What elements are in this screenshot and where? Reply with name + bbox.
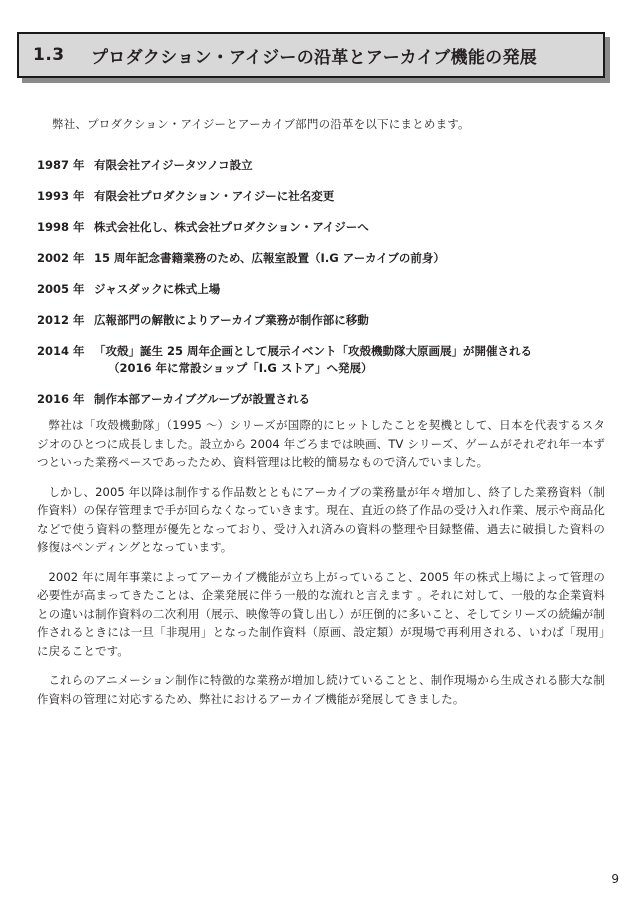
timeline-year: 2012 年 bbox=[37, 313, 85, 327]
section-heading bbox=[17, 32, 605, 78]
timeline-year: 2005 年 bbox=[37, 282, 85, 296]
page-number: 9 bbox=[611, 872, 619, 886]
timeline-event: 有限会社アイジータツノコ設立 bbox=[94, 158, 253, 172]
timeline-entry bbox=[37, 250, 597, 267]
section-title: プロダクション・アイジーの沿革とアーカイブ機能の発展 bbox=[91, 47, 538, 68]
timeline-year: 2014 年 bbox=[37, 344, 85, 358]
timeline-entry bbox=[37, 188, 597, 205]
timeline-entry bbox=[37, 343, 597, 377]
body-paragraph: 弊社は「攻殻機動隊」（1995 〜）シリーズが国際的にヒットしたことを契機として、日本を代表するスタジオのひとつに成長しました。設立から 2004 年ごろまでは映画、TV シリーズ、ゲームがそれぞれ年一本ずつといった業務ペースであったため、資料管理は比較的簡易なもので済んでいました。 bbox=[37, 418, 605, 469]
timeline-year: 1993 年 bbox=[37, 189, 85, 203]
history-timeline bbox=[37, 157, 597, 422]
body-paragraph: 2002 年に周年事業によってアーカイブ機能が立ち上がっていること、2005 年の株式上場によって管理の必要性が高まってきたことは、企業発展に伴う一般的な流れと言えます 。それに対して、一般的な企業資料との違いは制作資料の二次利用（展示、映像等の貸し出し）が圧倒的に多いこと、そしてシリーズの続編が制作されるときには一旦「非現用」となった制作資料（原画、設定類）が現場で再利用される、いわば「現用」に戻ることです。 bbox=[37, 569, 605, 658]
body-paragraph: しかし、2005 年以降は制作する作品数とともにアーカイブの業務量が年々増加し、終了した業務資料（制作資料）の保存管理まで手が回らなくなっていきます。現在、直近の終了作品の受け入れ作業、展示や商品化などで使う資料の整理が優先となっており、受け入れ済みの資料の整理や目録整備、過去に破損した資料の修復はペンディングとなっています。 bbox=[37, 484, 605, 554]
intro-text: 弊社、プロダクション・アイジーとアーカイブ部門の沿革を以下にまとめます。 bbox=[52, 117, 470, 131]
section-number: 1.3 bbox=[33, 45, 65, 65]
body-paragraph: これらのアニメーション制作に特徴的な業務が増加し続けていることと、制作現場から生成される膨大な制作資料の管理に対応するため、弊社におけるアーカイブ機能が発展してきました。 bbox=[37, 673, 605, 706]
timeline-event-group bbox=[94, 343, 597, 377]
timeline-entry bbox=[37, 219, 597, 236]
timeline-entry bbox=[37, 157, 597, 174]
timeline-event: 有限会社プロダクション・アイジーに社名変更 bbox=[94, 189, 335, 203]
timeline-event: 「攻殻」誕生 25 周年企画として展示イベント「攻殻機動隊大原画展」が開催される bbox=[94, 344, 533, 358]
timeline-event: ジャスダックに株式上場 bbox=[94, 282, 221, 296]
timeline-event: 制作本部アーカイブグループが設置される bbox=[94, 392, 310, 406]
timeline-entry bbox=[37, 391, 597, 408]
timeline-event: 株式会社化し、株式会社プロダクション・アイジーへ bbox=[94, 220, 369, 234]
timeline-year: 1987 年 bbox=[37, 158, 85, 172]
timeline-event: 15 周年記念書籍業務のため、広報室設置（I.G アーカイブの前身） bbox=[94, 251, 445, 265]
timeline-event: 広報部門の解散によりアーカイブ業務が制作部に移動 bbox=[94, 313, 369, 327]
timeline-entry bbox=[37, 312, 597, 329]
timeline-year: 2002 年 bbox=[37, 251, 85, 265]
body-text bbox=[37, 416, 605, 719]
timeline-year: 1998 年 bbox=[37, 220, 85, 234]
timeline-entry bbox=[37, 281, 597, 298]
timeline-event-note: （2016 年に常設ショップ「I.G ストア」へ発展） bbox=[108, 361, 373, 375]
timeline-year: 2016 年 bbox=[37, 392, 85, 406]
